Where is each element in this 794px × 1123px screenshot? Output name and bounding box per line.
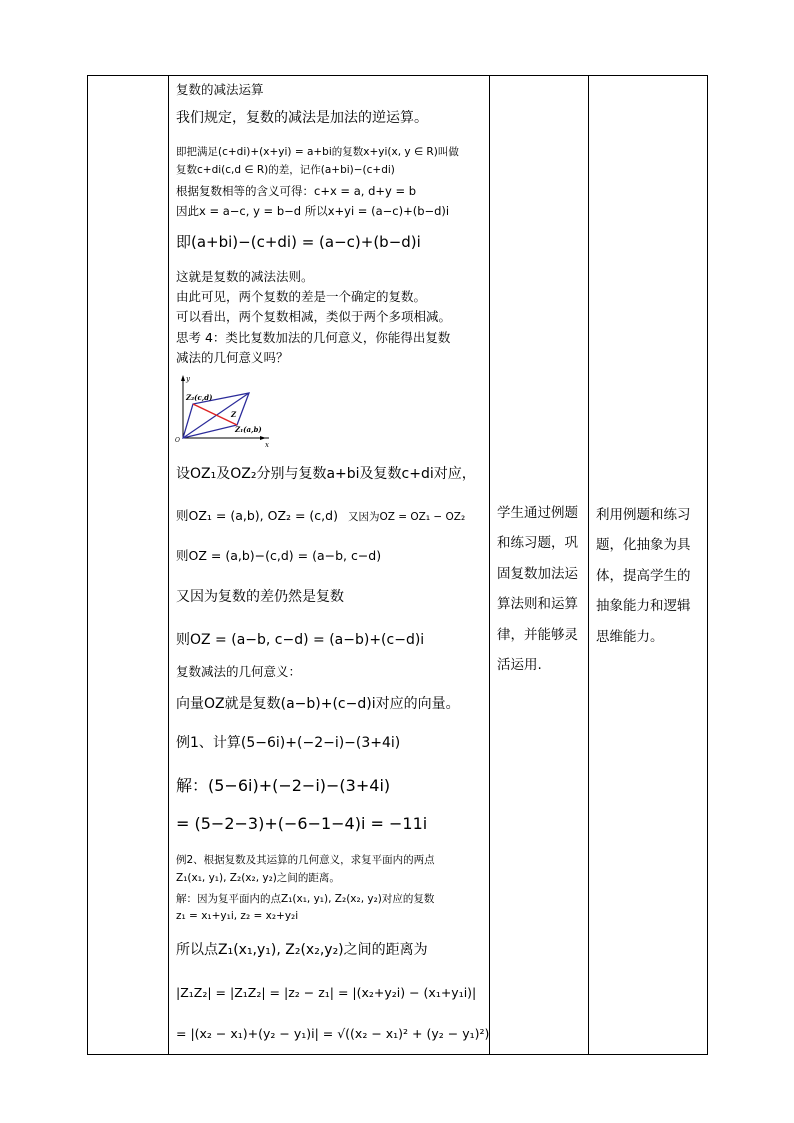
note-2: 可以看出，两个复数相减，类似于两个多项相减。 — [176, 309, 452, 324]
col-empty — [88, 76, 169, 1055]
design-intent-text: 利用例题和练习题，化抽象为具体，提高学生的抽象能力和逻辑思维能力。 — [596, 506, 691, 645]
vector-equation-tail: 又因为OZ = OZ₁ − OZ₂ — [347, 511, 466, 523]
fig-x-label: x — [265, 441, 269, 449]
lesson-table — [87, 75, 708, 1055]
fig-y-label: y — [186, 375, 190, 383]
distance-formula-1: |Z₁Z₂| = |Z₁Z₂| = |z₂ − z₁| = |(x₂+y₂i) − (x₁+y₁i)| — [176, 985, 477, 1000]
example-1-result: = (5−2−3)+(−6−1−4)i = −11i — [176, 814, 428, 833]
complex-subtraction-figure — [173, 372, 273, 450]
think-line-1: 思考 4：类比复数加法的几何意义，你能得出复数 — [176, 330, 451, 345]
fig-z1-label: Z₁(a,b) — [235, 425, 262, 434]
think-line-2: 减法的几何意义吗？ — [176, 350, 289, 365]
vector-oz-line: 则OZ = (a,b)−(c,d) = (a−b, c−d) — [176, 548, 382, 563]
diff-is-complex: 又因为复数的差仍然是复数 — [176, 589, 344, 605]
equality-line: 根据复数相等的含义可得：c+x = a, d+y = b — [176, 184, 417, 198]
subtraction-result: 即(a+bi)−(c+di) = (a−c)+(b−d)i — [176, 233, 421, 251]
fig-z2-label: Z₂(c,d) — [186, 393, 213, 402]
vector-line: 设OZ₁及OZ₂分别与复数a+bi及复数c+di对应， — [176, 466, 476, 482]
example-2-solution-2: z₁ = x₁+y₁i, z₂ = x₂+y₂i — [176, 910, 299, 922]
distance-formula-2: = |(x₂ − x₁)+(y₂ − y₁)i| = √((x₂ − x₁)² + (y₂ − y₁)²) — [176, 1026, 490, 1041]
definition-line-1: 即把满足(c+di)+(x+yi) = a+bi的复数x+yi(x, y ∈ R)叫做 — [176, 146, 459, 158]
distance-intro: 所以点Z₁(x₁,y₁), Z₂(x₂,y₂)之间的距离为 — [176, 942, 428, 958]
geo-meaning-title: 复数减法的几何意义： — [176, 664, 302, 679]
rule-statement: 我们规定，复数的减法是加法的逆运算。 — [176, 110, 428, 126]
definition-line-2: 复数c+di(c,d ∈ R)的差，记作(a+bi)−(c+di) — [176, 164, 395, 176]
col-design-intent — [589, 76, 708, 1055]
vector-equation-main: 则OZ₁ = (a,b), OZ₂ = (c,d) — [176, 508, 338, 523]
example-1-solution: 解：(5−6i)+(−2−i)−(3+4i) — [176, 776, 391, 795]
example-1: 例1、计算(5−6i)+(−2−i)−(3+4i) — [176, 735, 401, 751]
geo-vector-line: 向量OZ就是复数(a−b)+(c−d)i对应的向量。 — [176, 696, 460, 712]
vector-equation — [176, 506, 465, 524]
student-activity-text: 学生通过例题和练习题，巩固复数加法运算法则和运算律，并能够灵活运用. — [497, 504, 578, 673]
fig-z-label: Z — [231, 410, 237, 419]
example-2-line-2: Z₁(x₁, y₁), Z₂(x₂, y₂)之间的距离。 — [176, 872, 340, 884]
example-2-line-1: 例2、根据复数及其运算的几何意义，求复平面内的两点 — [176, 854, 435, 866]
note-1: 由此可见，两个复数的差是一个确定的复数。 — [176, 289, 427, 304]
hence-line: 因此x = a−c, y = b−d 所以x+yi = (a−c)+(b−d)i — [176, 204, 450, 218]
example-2-solution-1: 解：因为复平面内的点Z₁(x₁, y₁), Z₂(x₂, y₂)对应的复数 — [176, 893, 435, 905]
col-student-activity — [490, 76, 589, 1055]
rule-name: 这就是复数的减法法则。 — [176, 269, 314, 284]
section-title: 复数的减法运算 — [176, 82, 264, 97]
fig-origin-label: O — [175, 437, 180, 444]
vector-oz-line-2: 则OZ = (a−b, c−d) = (a−b)+(c−d)i — [176, 632, 425, 648]
col-content — [169, 76, 490, 1055]
